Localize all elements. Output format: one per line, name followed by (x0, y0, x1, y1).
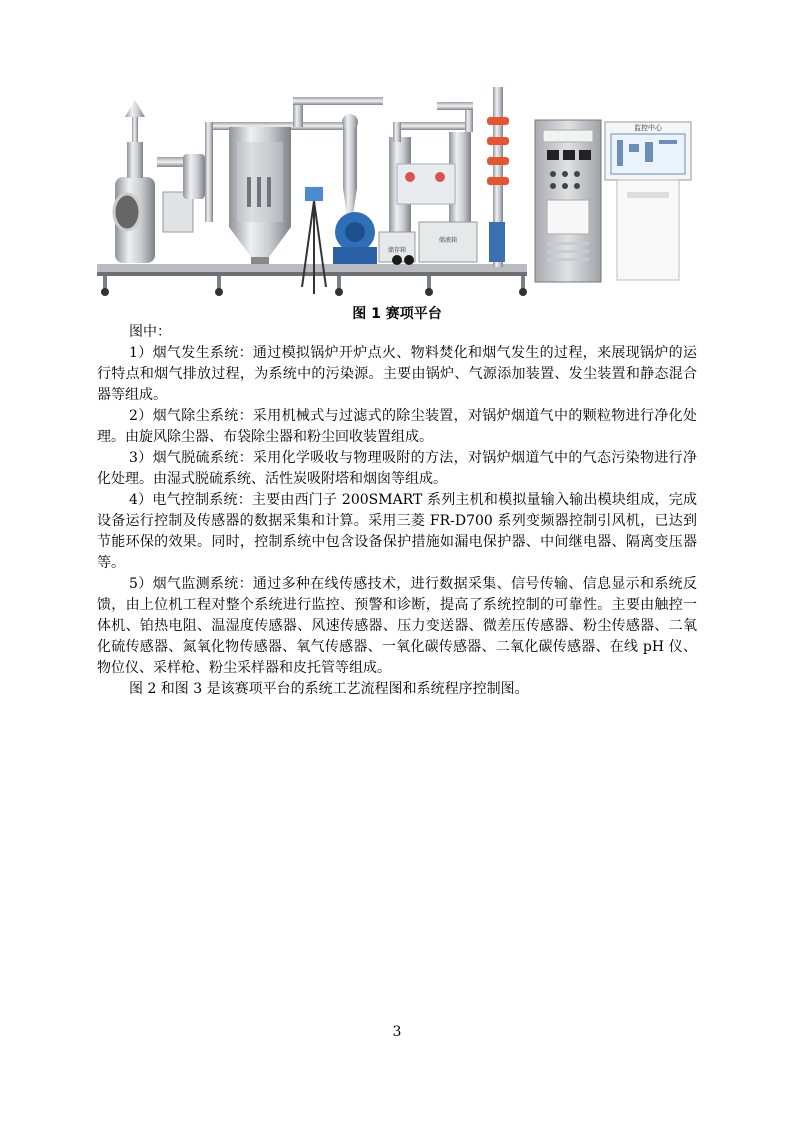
figure-caption: 图 1 赛项平台 (352, 306, 442, 322)
paragraph-desulfurization: 3）烟气脱硫系统：采用化学吸收与物理吸附的方法，对锅炉烟道气中的气态污染物进行净化处理。由湿式脱硫系统、活性炭吸附塔和烟囱等组成。 (97, 450, 697, 487)
paragraph-intro: 图中： (129, 324, 171, 340)
equipment-platform-photo (97, 82, 697, 298)
paragraph-flue-gas-generation: 1）烟气发生系统：通过模拟锅炉开炉点火、物料焚化和烟气发生的过程，来展现锅炉的运行特点和烟气排放过程，为系统中的污染源。主要由锅炉、气源添加装置、发尘装置和静态混合器等组成。 (97, 345, 697, 403)
monitor-panel-label: 监控中心 (634, 124, 662, 132)
paragraph-monitoring: 5）烟气监测系统：通过多种在线传感技术，进行数据采集、信号传输、信息显示和系统反馈，由上位机工程对整个系统进行监控、预警和诊断，提高了系统控制的可靠性。主要由触控一体机、铂热电阻、温湿度传感器、风速传感器、压力变送器、微差压传感器、粉尘传感器、二氧化硫传感器、氮氧化物传感器、氧气传感器、一氧化碳传感器、二氧化碳传感器、在线 pH 仪、物位仪、采样枪、粉尘采样器和皮托管等组成。 (97, 576, 697, 676)
body-text (97, 322, 697, 700)
page-number: 3 (392, 1024, 402, 1040)
tank-label-2: 储液箱 (438, 237, 458, 244)
tank-label-1: 储存箱 (387, 247, 407, 254)
paragraph-dust-removal: 2）烟气除尘系统：采用机械式与过滤式的除尘装置，对锅炉烟道气中的颗粒物进行净化处理。由旋风除尘器、布袋除尘器和粉尘回收装置组成。 (97, 408, 697, 445)
paragraph-electrical-control: 4）电气控制系统：主要由西门子 200SMART 系列主机和模拟量输入输出模块组成，完成设备运行控制及传感器的数据采集和计算。采用三菱 FR-D700 系列变频器控制引风机，已达到节能环保的效果。同时，控制系统中包含设备保护措施如漏电保护器、中间继电器、隔离变压器等。 (97, 492, 697, 571)
paragraph-figure-reference: 图 2 和图 3 是该赛项平台的系统工艺流程图和系统程序控制图。 (129, 681, 529, 697)
